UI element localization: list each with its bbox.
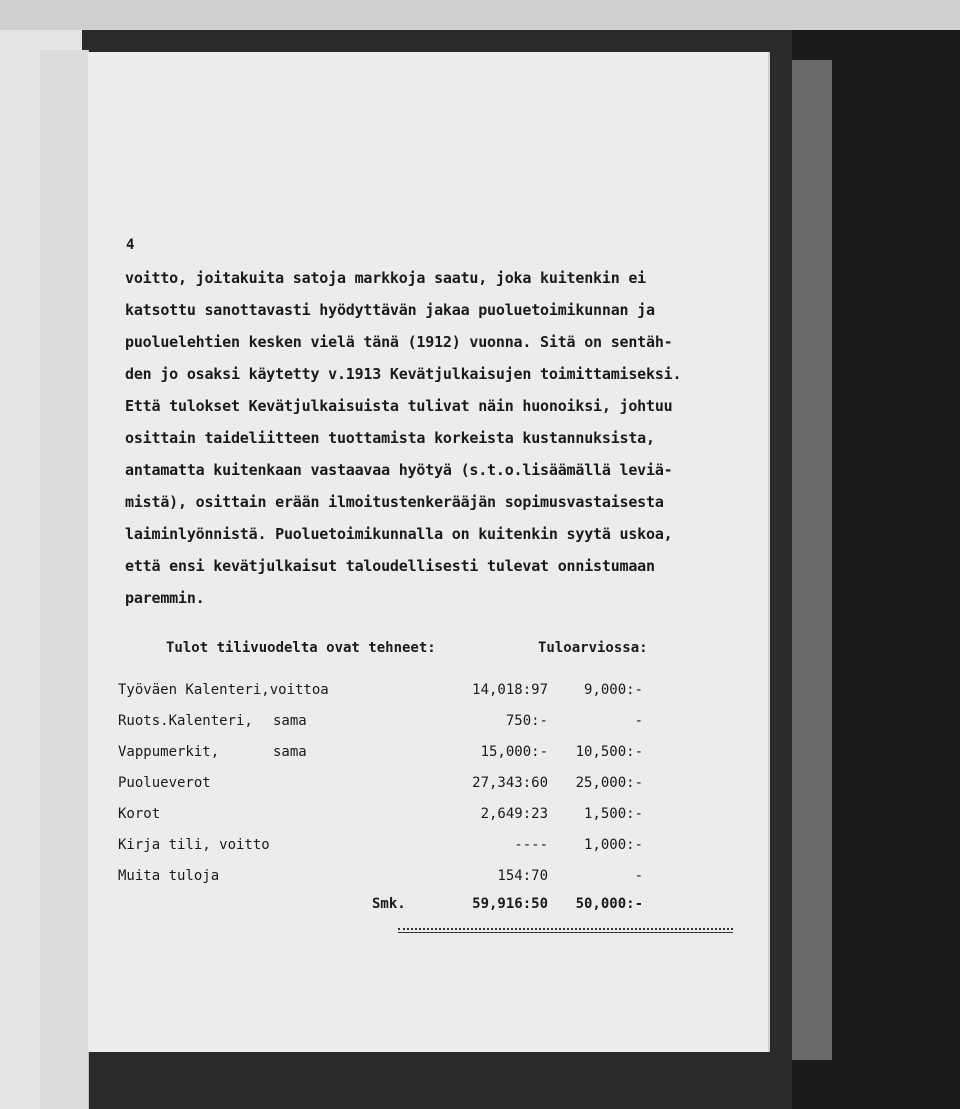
row-actual: 14,018:97	[472, 682, 548, 698]
table-row	[118, 862, 758, 893]
row-actual: 27,343:60	[472, 775, 548, 791]
table-row	[118, 707, 758, 738]
row-budget: 25,000:-	[575, 775, 643, 791]
paragraph-line: paremmin.	[125, 589, 205, 607]
total-actual: 59,916:50	[472, 896, 548, 912]
paragraph-line: mistä), osittain erään ilmoitustenkerääjän sopimusvastaisesta	[125, 493, 664, 511]
paragraph-line: katsottu sanottavasti hyödyttävän jakaa puoluetoimikunnan ja	[125, 301, 655, 319]
income-header-label: Tulot tilivuodelta ovat tehneet:	[166, 640, 436, 656]
table-row	[118, 738, 758, 769]
row-actual: 750:-	[505, 713, 548, 729]
row-budget: -	[634, 868, 643, 884]
row-actual: 15,000:-	[480, 744, 548, 760]
underlying-page-edge	[40, 50, 89, 1109]
row-note: sama	[273, 744, 307, 760]
row-label: Muita tuloja	[118, 868, 220, 884]
total-budget: 50,000:-	[575, 896, 643, 912]
paragraph-line: laiminlyönnistä. Puoluetoimikunnalla on kuitenkin syytä uskoa,	[125, 525, 673, 543]
row-label: Korot	[118, 806, 161, 822]
paragraph-line: että ensi kevätjulkaisut taloudellisesti tulevat onnistumaan	[125, 557, 655, 575]
row-label: Kirja tili, voitto	[118, 837, 270, 853]
row-budget: -	[634, 713, 643, 729]
table-row	[118, 800, 758, 831]
row-budget: 1,500:-	[583, 806, 643, 822]
document-page	[88, 52, 768, 1052]
row-label: Työväen Kalenteri,voittoa	[118, 682, 329, 698]
sum-rule-underline	[398, 932, 733, 933]
scan-background-top	[0, 0, 960, 30]
row-budget: 9,000:-	[583, 682, 643, 698]
row-actual: 154:70	[497, 868, 548, 884]
paragraph-line: antamatta kuitenkaan vastaavaa hyötyä (s.t.o.lisäämällä leviä-	[125, 461, 673, 479]
paragraph-line: voitto, joitakuita satoja markkoja saatu, joka kuitenkin ei	[125, 269, 647, 287]
body-paragraph	[125, 262, 735, 614]
row-budget: 10,500:-	[575, 744, 643, 760]
row-actual: ----	[514, 837, 548, 853]
total-row	[118, 890, 758, 921]
row-label: Vappumerkit,	[118, 744, 220, 760]
page-stack-edge	[792, 60, 832, 1060]
budget-header-label: Tuloarviossa:	[538, 640, 648, 656]
row-actual: 2,649:23	[480, 806, 548, 822]
sum-rule	[398, 928, 733, 930]
table-row	[118, 831, 758, 862]
table-row	[118, 769, 758, 800]
total-label: Smk.	[372, 896, 406, 912]
row-budget: 1,000:-	[583, 837, 643, 853]
paragraph-line: den jo osaksi käytetty v.1913 Kevätjulkaisujen toimittamiseksi.	[125, 365, 682, 383]
paragraph-line: puoluelehtien kesken vielä tänä (1912) vuonna. Sitä on sentäh-	[125, 333, 673, 351]
table-row	[118, 676, 758, 707]
paragraph-line: Että tulokset Kevätjulkaisuista tulivat näin huonoiksi, johtuu	[125, 397, 673, 415]
income-table-header	[118, 634, 758, 664]
income-table	[118, 634, 758, 893]
paragraph-line: osittain taideliitteen tuottamista korkeista kustannuksista,	[125, 429, 655, 447]
page-number: 4	[126, 237, 135, 253]
row-label: Ruots.Kalenteri,	[118, 713, 253, 729]
row-label: Puolueverot	[118, 775, 211, 791]
row-note: sama	[273, 713, 307, 729]
